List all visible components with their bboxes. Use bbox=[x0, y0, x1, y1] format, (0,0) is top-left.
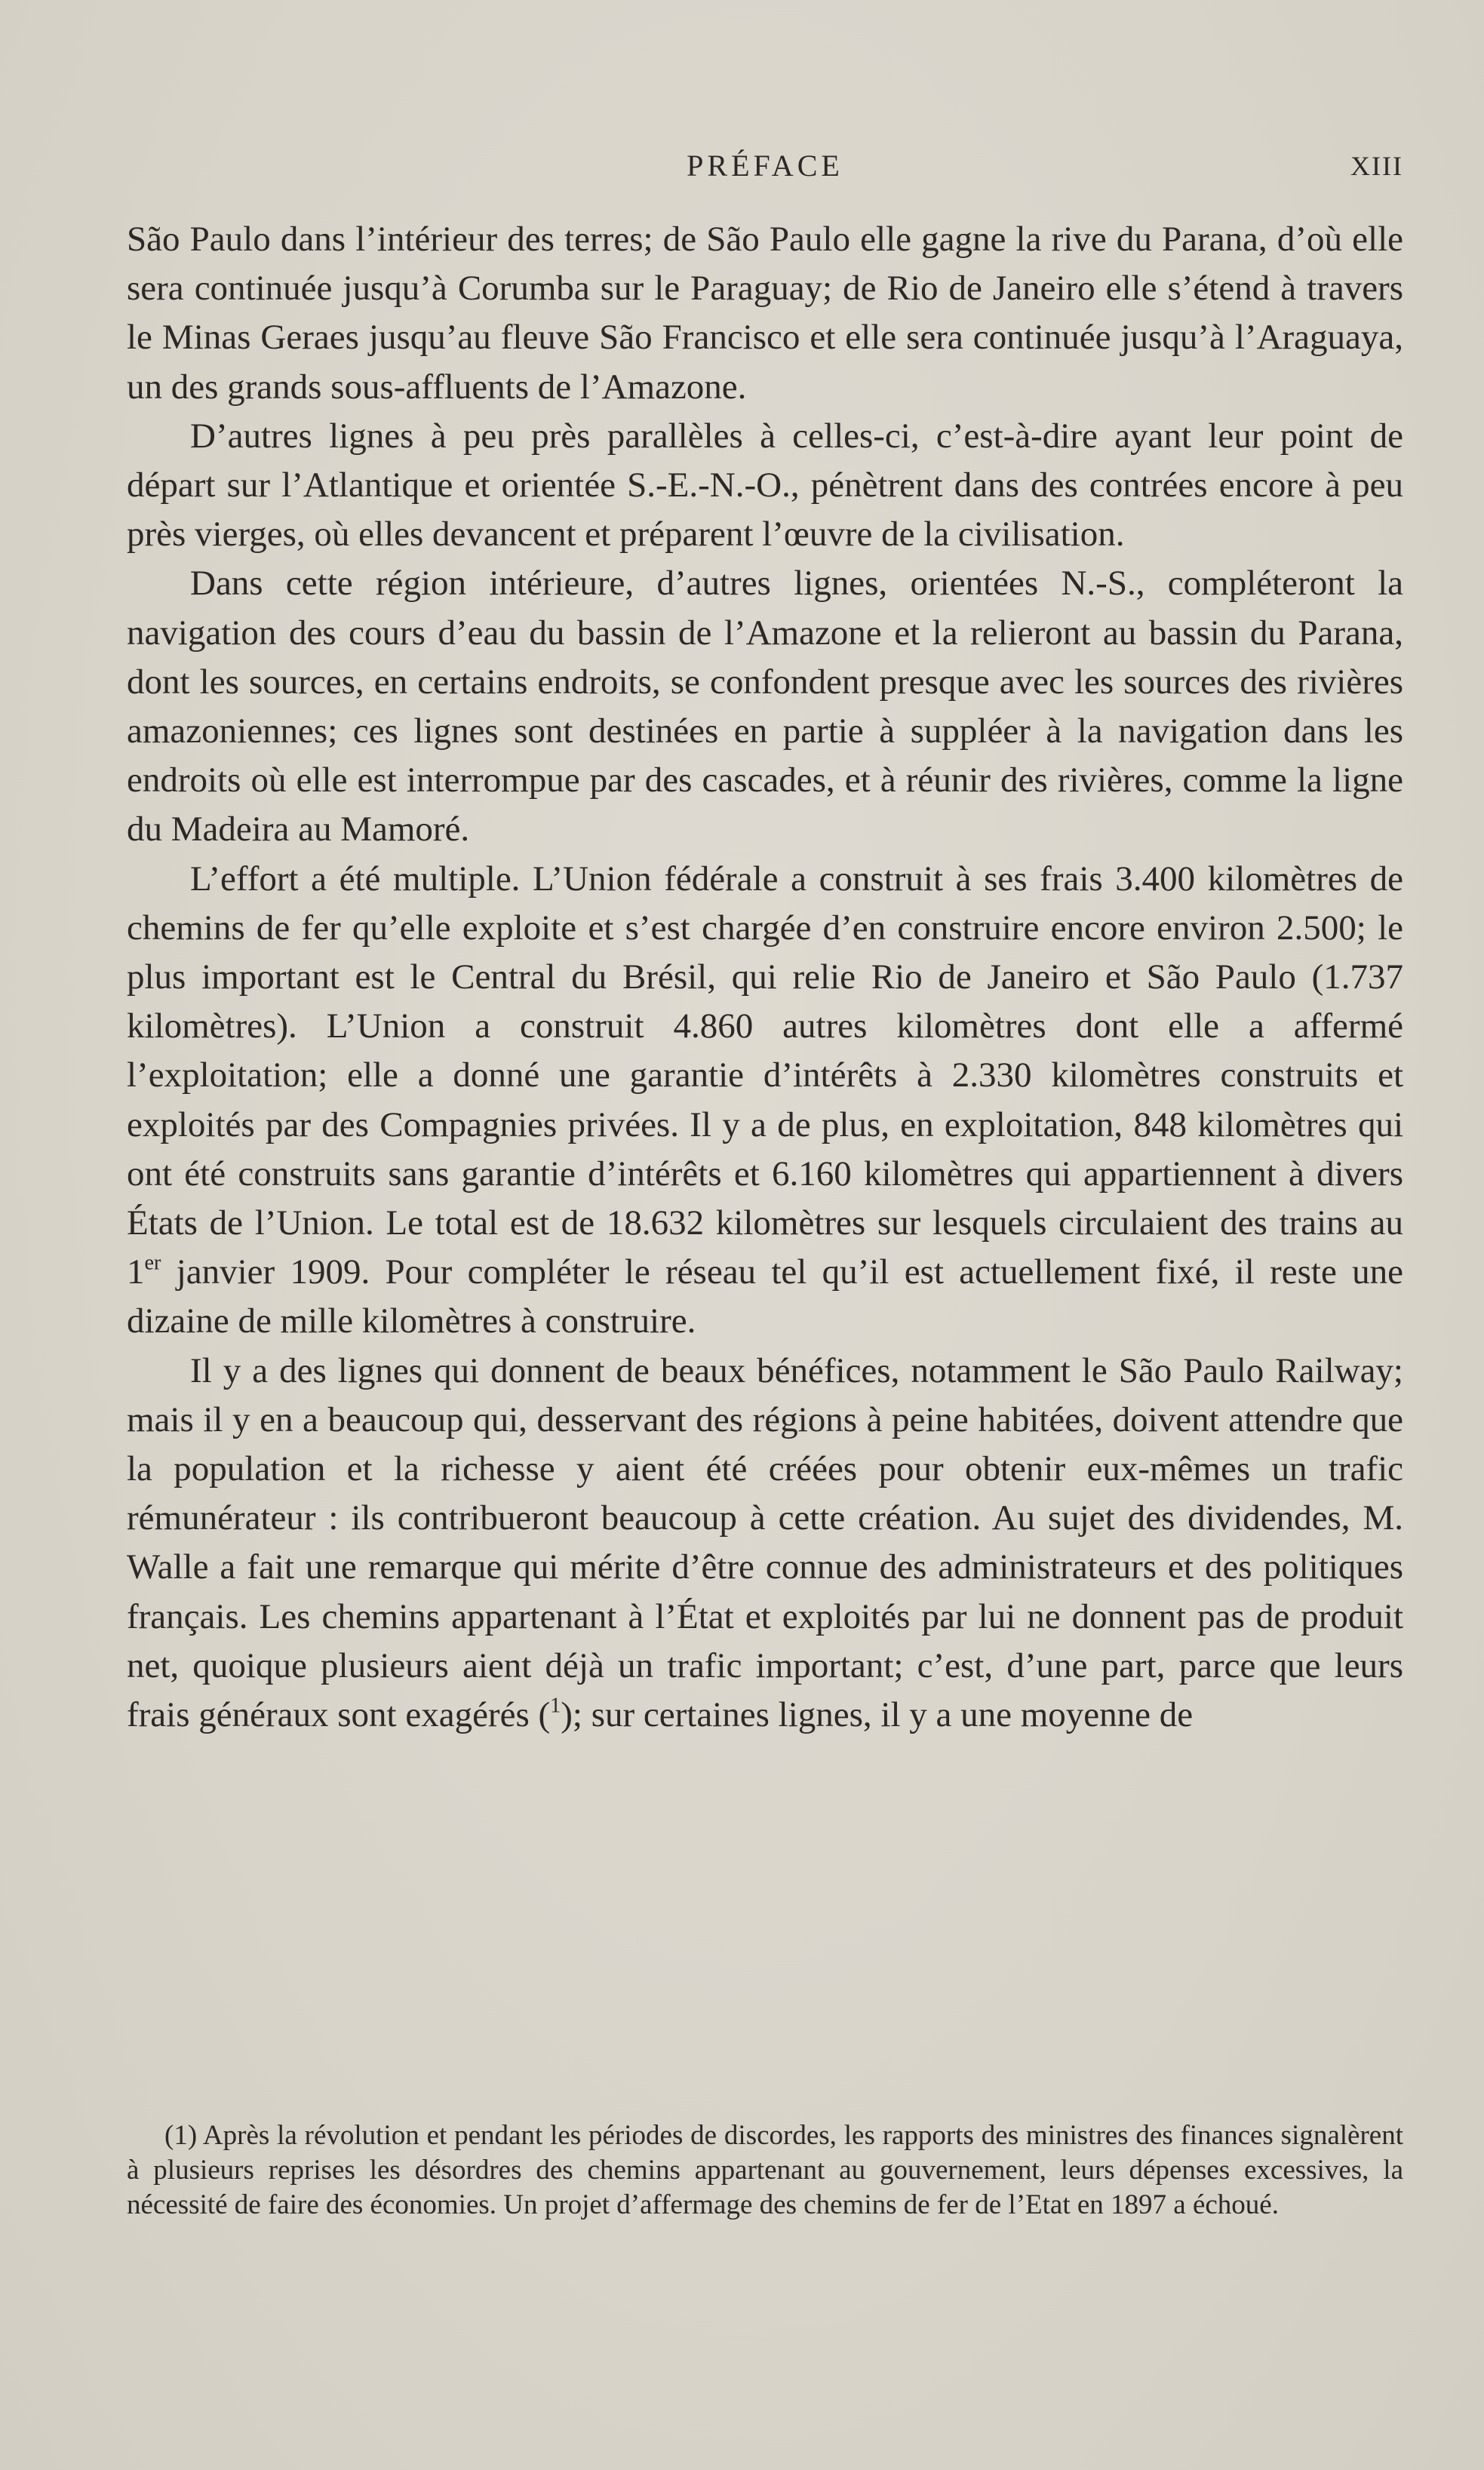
footnote-reference: 1 bbox=[550, 1694, 561, 1718]
paragraph-2: D’autres lignes à peu près parallèles à celles-ci, c’est-à-dire ayant leur point de départ sur l’Atlantique et orientée S.-E.-N.-O., pénètrent dans des contrées encore à peu près vierges, où elles devancent et préparent l’œuvre de la civilisation. bbox=[127, 416, 1403, 555]
paragraph-4 bbox=[127, 855, 1403, 1347]
paragraph-1: São Paulo dans l’intérieur des terres; de São Paulo elle gagne la rive du Parana, d’où elle sera continuée jusqu’à Corumba sur le Paraguay; de Rio de Janeiro elle s’étend à travers le Minas Geraes jusqu’au fleuve São Francisco et elle sera continuée jusqu’à l’Araguaya, un des grands sous-affluents de l’Amazone. bbox=[127, 220, 1403, 407]
ordinal-superscript: er bbox=[144, 1251, 161, 1275]
paragraph-4-text-b: janvier 1909. Pour compléter le réseau tel qu’il est actuellement fixé, il reste une dizaine de mille kilomètres à construire. bbox=[127, 1252, 1403, 1341]
paragraph-5-text-a: Il y a des lignes qui donnent de beaux bénéfices, notamment le São Paulo Railway; mais il y en a beaucoup qui, desservant des régions à peine habitées, doivent attendre que la population et la richesse y aient été créées pour obtenir eux-mêmes un trafic rémunérateur : ils contribueront beaucoup à cette création. Au sujet des dividendes, M. Walle a fait une remarque qui mérite d’être connue des administrateurs et des politiques français. Les chemins appartenant à l’État et exploités par lui ne donnent pas de produit net, quoique plusieurs aient déjà un trafic important; c’est, d’une part, parce que leurs frais généraux sont exagérés ( bbox=[127, 1350, 1403, 1735]
paragraph-5-text-b: ); sur certaines lignes, il y a une moyenne de bbox=[561, 1695, 1194, 1735]
running-head bbox=[127, 143, 1403, 189]
footnote bbox=[127, 2118, 1403, 2223]
paragraph-5 bbox=[127, 1347, 1403, 1740]
chapter-title: PRÉFACE bbox=[687, 149, 843, 183]
page-number: XIII bbox=[1350, 151, 1403, 181]
paragraph-3: Dans cette région intérieure, d’autres lignes, orientées N.-S., compléteront la navigation des cours d’eau du bassin de l’Amazone et la relieront au bassin du Parana, dont les sources, en certains endroits, se confondent presque avec les sources des rivières amazoniennes; ces lignes sont destinées en partie à suppléer à la navigation dans les endroits où elle est interrompue par des cascades, et à réunir des rivières, comme la ligne du Madeira au Mamoré. bbox=[127, 564, 1403, 849]
body-text bbox=[127, 215, 1403, 1740]
footnote-text: (1) Après la révolution et pendant les périodes de discordes, les rapports des ministres des finances signalèrent à plusieurs reprises les désordres des chemins appartenant au gouvernement, leurs dépenses excessives, la nécessité de faire des économies. Un projet d’affermage des chemins de fer de l’Etat en 1897 a échoué. bbox=[127, 2120, 1403, 2220]
paragraph-4-text-a: L’effort a été multiple. L’Union fédérale a construit à ses frais 3.400 kilomètres de chemins de fer qu’elle exploite et s’est chargée d’en construire encore environ 2.500; le plus important est le Central du Brésil, qui relie Rio de Janeiro et São Paulo (1.737 kilomètres). L’Union a construit 4.860 autres kilomètres dont elle a affermé l’exploitation; elle a donné une garantie d’intérêts à 2.330 kilomètres construits et exploités par des Compagnies privées. Il y a de plus, en exploitation, 848 kilomètres qui ont été construits sans garantie d’intérêts et 6.160 kilomètres qui appartiennent à divers États de l’Union. Le total est de 18.632 kilomètres sur lesquels circulaient des trains au 1 bbox=[127, 859, 1403, 1292]
